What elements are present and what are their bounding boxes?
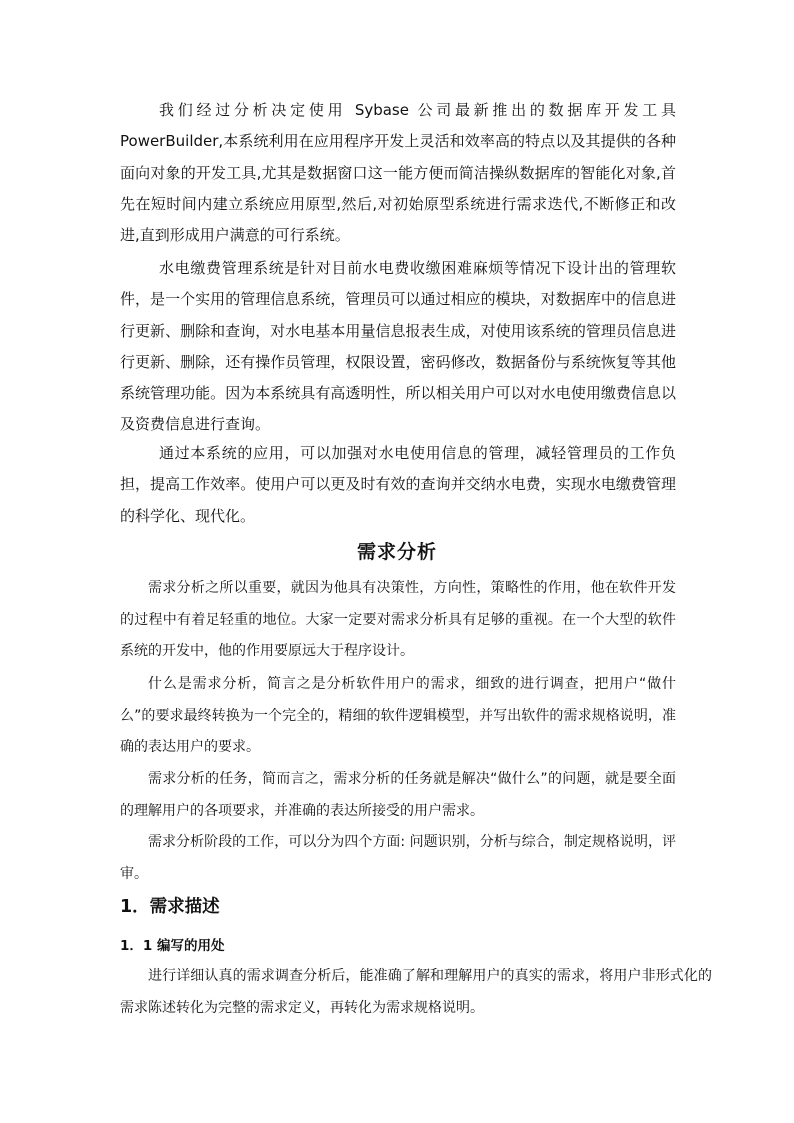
section-paragraph-4: 需求分析阶段的工作，可以分为四个方面: 问题识别，分析与综合，制定规格说明，评审。 (120, 834, 676, 882)
section-paragraph-2: 什么是需求分析，简言之是分析软件用户的需求，细致的进行调查，把用户“做什么”的要求最终转换为一个完全的，精细的软件逻辑模型，并写出软件的需求规格说明，准确的表达用户的要求。 (120, 676, 676, 756)
section-paragraph-1: 需求分析之所以重要，就因为他具有决策性，方向性，策略性的作用，他在软件开发的过程中有着足轻重的地位。大家一定要对需求分析具有足够的重视。在一个大型的软件系统的开发中，他的作用要原远大于程序设计。 (120, 580, 676, 660)
heading-purpose: 1．1 编写的用处 (120, 938, 225, 954)
section-paragraph-3: 需求分析的任务，简而言之，需求分析的任务就是解决“做什么”的问题，就是要全面的理解用户的各项要求，并准确的表达所接受的用户需求。 (120, 771, 676, 819)
section-title: 需求分析 (356, 541, 437, 563)
intro-paragraph-1: 我们经过分析决定使用 Sybase 公司最新推出的数据库开发工具PowerBuilder,本系统利用在应用程序开发上灵活和效率高的特点以及其提供的各种面向对象的开发工具,尤其是数据窗口这一能方便而简洁操纵数据库的智能化对象,首先在短时间内建立系统应用原型,然后,对初始原型系统进行需求迭代,不断修正和改进,直到形成用户满意的可行系统。 (120, 101, 676, 245)
intro-paragraph-3: 通过本系统的应用，可以加强对水电使用信息的管理，减轻管理员的工作负担，提高工作效率。使用户可以更及时有效的查询并交纳水电费，实现水电缴费管理的科学化、现代化。 (120, 444, 676, 525)
final-paragraph: 进行详细认真的需求调查分析后，能准确了解和理解用户的真实的需求，将用户非形式化的需求陈述转化为完整的需求定义，再转化为需求规格说明。 (120, 968, 712, 1016)
heading-requirements-description: 1．需求描述 (120, 897, 220, 917)
intro-paragraph-2: 水电缴费管理系统是针对目前水电费收缴困难麻烦等情况下设计出的管理软件，是一个实用的管理信息系统，管理员可以通过相应的模块，对数据库中的信息进行更新、删除和查询，对水电基本用量信息报表生成，对使用该系统的管理员信息进行更新、删除，还有操作员管理，权限设置，密码修改，数据备份与系统恢复等其他系统管理功能。因为本系统具有高透明性，所以相关用户可以对水电使用缴费信息以及资费信息进行查询。 (120, 259, 676, 434)
